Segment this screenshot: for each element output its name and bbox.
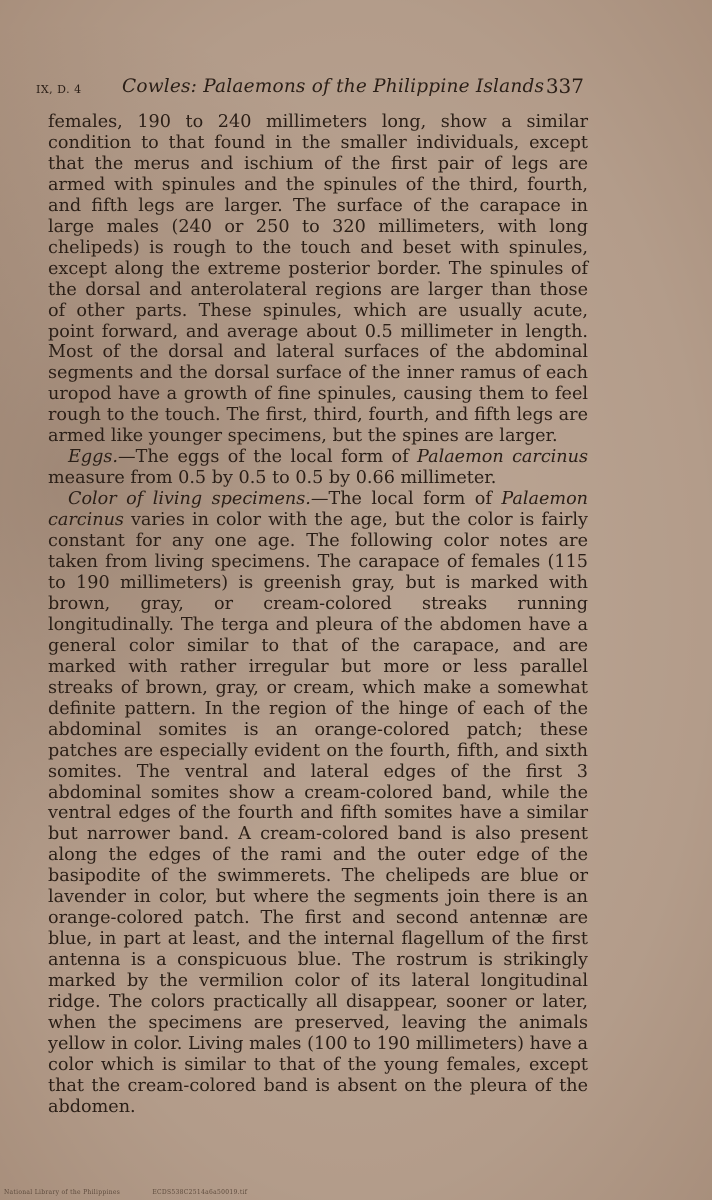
section-label: IX, D. 4 <box>36 83 82 96</box>
paragraph-continued: females, 190 to 240 millimeters long, show a similar condition to that found in the smaller individuals, except that the merus and ischium of the first pair of legs are armed with spinules and the spinules of the third, fourth, and fifth legs are larger. The surface of the carapace in large males (240 or 250 to 320 millimeters, with long chelipeds) is rough to the touch and beset with spinules, except along the extreme posterior border. The spinules of the dorsal and anterolateral regions are larger than those of other parts. These spinules, which are usually acute, point forward, and average about 0.5 millimeter in length. Most of the dorsal and lateral surfaces of the abdominal segments and the dorsal surface of the inner ramus of each uropod have a growth of fine spinules, causing them to feel rough to the touch. The first, third, fourth, and fifth legs are armed like younger specimens, but the spines are larger. <box>48 112 588 447</box>
scan-footer <box>4 1189 404 1196</box>
body-text <box>48 112 588 1118</box>
paragraph-eggs-text-a: —The eggs of the local form of <box>118 447 418 468</box>
paragraph-color-text-b: varies in color with the age, but the color is fairly constant for any one age. The following color notes are taken from living specimens. The carapace of females (115 to 190 millimeters) is greenish gray, but is marked with brown, gray, or cream-colored streaks running longitudinally. The terga and pleura of the abdomen have a general color similar to that of the carapace, and are marked with rather irregular but more or less parallel streaks of brown, gray, or cream, which make a somewhat definite pattern. In the region of the hinge of each of the abdominal somites is an orange-colored patch; these patches are especially evident on the fourth, fifth, and sixth somites. The ventral and lateral edges of the first 3 abdominal somites show a cream-colored band, while the ventral edges of the fourth and fifth somites have a similar but narrower band. A cream-colored band is also present along the edges of the rami and the outer edge of the basipodite of the swimmerets. The chelipeds are blue or lavender in color, but where the segments join there is an orange-colored patch. The first and second antennæ are blue, in part at least, and the internal flagellum of the first antenna is a conspicuous blue. The rostrum is strikingly marked by the vermilion color of its lateral longitudinal ridge. The colors practically all disappear, sooner or later, when the specimens are preserved, leaving the animals yellow in color. Living males (100 to 190 millimeters) have a color which is similar to that of the young females, except that the cream-colored band is absent on the pleura of the abdomen. <box>48 510 588 1117</box>
paragraph-heading-color: Color of living specimens. <box>68 489 311 510</box>
paragraph-color <box>48 489 588 1118</box>
page-number: 337 <box>545 74 584 98</box>
footer-source: National Library of the Philippines <box>4 1189 121 1196</box>
paragraph-heading-eggs: Eggs. <box>68 447 118 468</box>
running-header <box>36 76 584 102</box>
species-name: Palaemon carcinus <box>48 489 588 531</box>
footer-file: ECDS538C2514a6a50019.tif <box>152 1189 248 1196</box>
paragraph-eggs-text-b: measure from 0.5 by 0.5 to 0.5 by 0.66 millimeter. <box>48 468 497 489</box>
species-name: Palaemon carcinus <box>417 447 588 468</box>
running-title: Cowles: Palaemons of the Philippine Islands <box>122 76 545 97</box>
paragraph-eggs <box>48 447 588 489</box>
paragraph-color-text-a: —The local form of <box>310 489 502 510</box>
